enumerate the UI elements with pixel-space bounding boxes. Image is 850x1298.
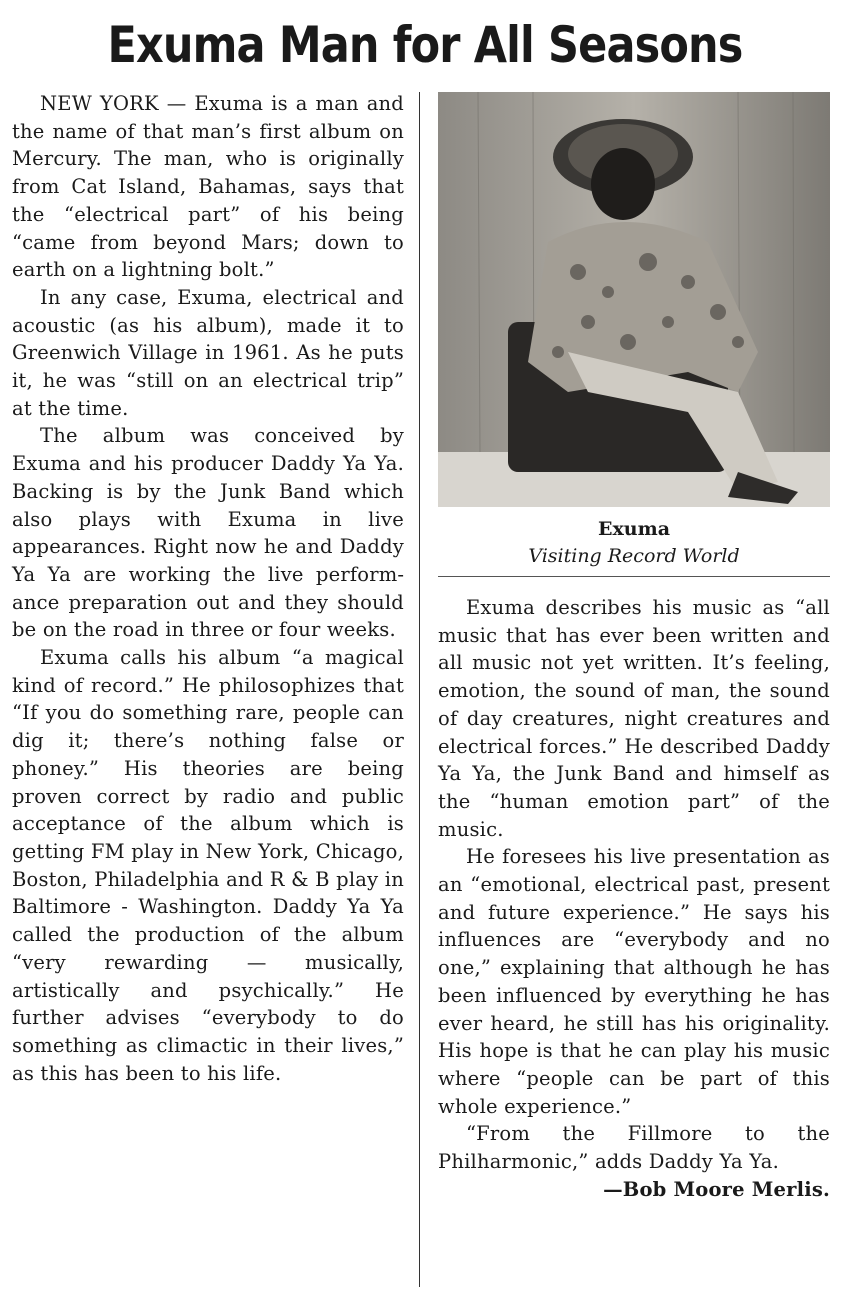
article-paragraph: In any case, Exuma, electrical and acoustic (as his album), made it to Greenwich Village in 1961. As he puts it, he was “still on an electrical trip” at the time. bbox=[12, 285, 404, 420]
closing-paragraph: “From the Fillmore to the Philharmonic,” adds Daddy Ya Ya. bbox=[438, 1122, 830, 1174]
article-paragraph bbox=[438, 1120, 830, 1201]
article-paragraph: Exuma describes his music as “all music that has ever been written and all music not yet written. It’s feeling, emotion, the sound of man, the sound of day creatures, night creatures and electrical forces.” He described Daddy Ya Ya, the Junk Band and himself as the “human emotion part” of the music. bbox=[438, 596, 830, 841]
article-paragraph: NEW YORK — Exuma is a man and the name of that man’s first album on Mercury. The man, who is originally from Cat Island, Bahamas, says that the “electrical part” of his being “came from beyond Mars; down to earth on a lightning bolt.” bbox=[12, 92, 404, 282]
right-column bbox=[438, 594, 830, 1203]
photo-illustration bbox=[438, 92, 830, 507]
caption-name: Exuma bbox=[597, 518, 671, 540]
article-paragraph: Exuma calls his album “a magical kind of record.” He philosophizes that “If you do something rare, people can dig it; there’s nothing false or phoney.” His theories are being proven correct by radio and public acceptance of the album which is getting FM play in New York, Chicago, Boston, Philadelphia and R & B play in Baltimore - Washington. Daddy Ya Ya called the production of the album “very rewarding — musically, artistically and psychically.” He further advises “everybody to do something as climactic in their lives,” as this has been to his life. bbox=[12, 646, 404, 1085]
byline: —Bob Moore Merlis. bbox=[603, 1177, 830, 1201]
headline: Exuma Man for All Seasons bbox=[107, 16, 743, 74]
left-column bbox=[12, 90, 404, 1087]
photo-caption bbox=[438, 516, 830, 570]
caption-subtitle: Visiting Record World bbox=[528, 545, 740, 567]
exuma-photo bbox=[438, 92, 830, 507]
article-paragraph: The album was conceived by Exuma and his producer Daddy Ya Ya. Backing is by the Junk Band which also plays with Exuma in live appearances. Right now he and Daddy Ya Ya are working the live performance preparation out and they should be on the road in three or four weeks. bbox=[12, 424, 404, 642]
caption-divider bbox=[438, 576, 830, 577]
article-paragraph: He foresees his live presentation as an “emotional, electrical past, present and future experience.” He says his influences are “everybody and no one,” explaining that although he has been influenced by everything he has ever heard, he still has his originality. His hope is that he can play his music where “people can be part of this whole experience.” bbox=[438, 845, 830, 1118]
column-divider bbox=[419, 92, 420, 1287]
